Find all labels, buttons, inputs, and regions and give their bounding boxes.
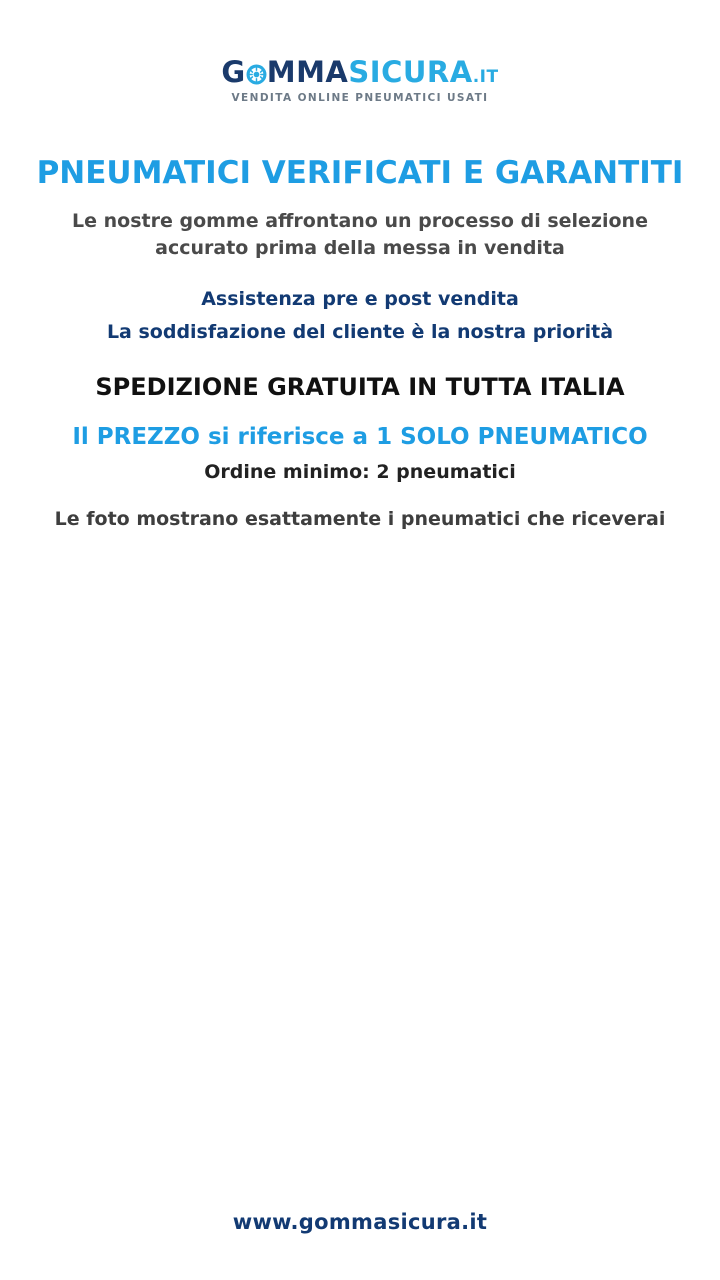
selection-text: [0, 208, 720, 262]
minimum-order-text: Ordine minimo: 2 pneumatici: [204, 461, 516, 484]
brand-tagline: VENDITA ONLINE PNEUMATICI USATI: [231, 92, 489, 104]
logo-prefix: G: [221, 55, 246, 89]
shipping-text: SPEDIZIONE GRATUITA IN TUTTA ITALIA: [95, 373, 625, 402]
footer: [0, 1210, 720, 1234]
selection-line-2: accurato prima della messa in vendita: [155, 237, 565, 260]
price-note-text: Il PREZZO si riferisce a 1 SOLO PNEUMATICO: [72, 424, 648, 451]
page-title: PNEUMATICI VERIFICATI E GARANTITI: [36, 155, 684, 191]
logo-tld: .IT: [472, 67, 499, 87]
assistance-text: Assistenza pre e post vendita: [201, 288, 519, 311]
selection-line-1: Le nostre gomme affrontano un processo di selezione: [72, 210, 648, 233]
brand-logo: [0, 0, 720, 104]
info-content: [0, 156, 720, 530]
logo-mid-light: SICURA: [348, 55, 473, 89]
photos-note-text: Le foto mostrano esattamente i pneumatici che riceverai: [54, 508, 666, 531]
satisfaction-text: La soddisfazione del cliente è la nostra priorità: [106, 321, 614, 344]
tire-gear-icon: [246, 61, 267, 82]
footer-website-url[interactable]: www.gommasicura.it: [232, 1210, 488, 1234]
logo-mid-dark: MMA: [266, 55, 349, 89]
logo-wordmark: [0, 55, 720, 89]
